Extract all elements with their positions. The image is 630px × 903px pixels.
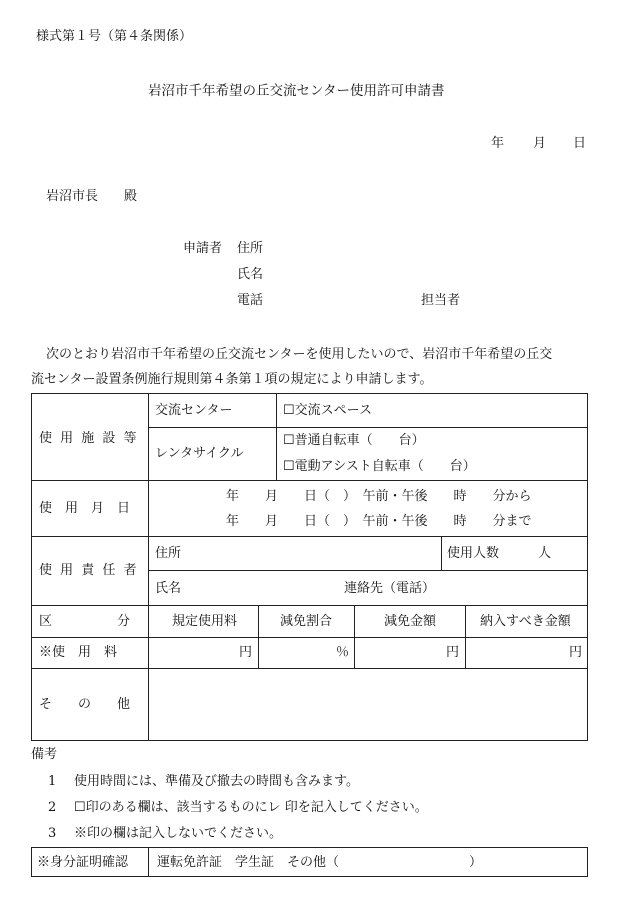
reduction-rate-header: 減免割合: [280, 614, 333, 629]
regular-bike-checkbox[interactable]: ☐普通自転車（ 台）: [283, 433, 425, 448]
note-1-text: 使用時間には、準備及び撤去の時間も含みます。: [74, 774, 359, 789]
form-number: 様式第１号（第４条関係）: [36, 29, 193, 44]
applicant-contact-person-label: 担当者: [421, 293, 461, 308]
application-table: [31, 393, 588, 741]
date-year: 年: [491, 136, 505, 151]
applicant-name-label: 氏名: [237, 267, 264, 282]
assist-bike-checkbox[interactable]: ☐電動アシスト自転車（ 台）: [283, 459, 476, 474]
form-title: 岩沼市千年希望の丘交流センター使用許可申請書: [148, 83, 445, 99]
responsible-name[interactable]: 氏名: [155, 581, 182, 596]
reduction-amount-header: 減免金額: [384, 614, 437, 629]
id-check-options[interactable]: 運転免許証 学生証 その他（ ）: [157, 855, 483, 870]
usage-date-from[interactable]: 年 月 日（ ） 午前・午後 時 分から: [226, 489, 532, 504]
responsible-header: 使 用 責 任 者: [39, 563, 139, 578]
fee-category-header: 区 分: [39, 614, 131, 629]
standard-fee-header: 規定使用料: [172, 614, 238, 629]
applicant-address-label: 住所: [237, 241, 264, 256]
reduction-rate-unit: ％: [336, 645, 350, 660]
applicant-label: 申請者: [183, 241, 223, 256]
note-3-text: ※印の欄は記入しないでください。: [74, 826, 283, 841]
responsible-address[interactable]: 住所: [155, 546, 182, 561]
exchange-space-checkbox[interactable]: ☐交流スペース: [283, 403, 373, 418]
exchange-center-label: 交流センター: [155, 403, 233, 418]
payable-header: 納入すべき金額: [480, 614, 571, 629]
note-1-number: 1: [48, 774, 57, 789]
standard-fee-unit: 円: [239, 645, 253, 660]
usage-date-header: 使 用 月 日: [39, 501, 131, 516]
applicant-phone-label: 電話: [237, 293, 264, 308]
id-check-box: [31, 847, 588, 877]
users-count[interactable]: 使用人数 人: [447, 546, 552, 561]
id-check-label: ※身分証明確認: [37, 855, 129, 870]
note-2-text: ☐印のある欄は、該当するものにレ 印を記入してください。: [74, 800, 428, 815]
date-day: 日: [573, 136, 587, 151]
addressee: 岩沼市長 殿: [46, 189, 138, 204]
fee-row-label: ※使 用 料: [39, 645, 118, 660]
intro-line-1: 次のとおり岩沼市千年希望の丘交流センターを使用したいので、岩沼市千年希望の丘交: [46, 347, 553, 362]
note-3-number: 3: [48, 826, 57, 841]
facilities-header: 使 用 施 設 等: [39, 431, 139, 446]
payable-unit: 円: [569, 645, 583, 660]
intro-line-2: 流センター設置条例施行規則第４条第１項の規定により申請します。: [31, 372, 433, 387]
responsible-contact[interactable]: 連絡先（電話）: [344, 581, 436, 596]
usage-date-to[interactable]: 年 月 日（ ） 午前・午後 時 分まで: [226, 514, 532, 529]
reduction-amount-unit: 円: [446, 645, 460, 660]
other-label: そ の 他: [39, 697, 131, 712]
date-month: 月: [533, 136, 547, 151]
rental-cycle-label: レンタサイクル: [155, 446, 244, 461]
note-2-number: 2: [48, 800, 57, 815]
notes-heading: 備考: [31, 747, 58, 762]
